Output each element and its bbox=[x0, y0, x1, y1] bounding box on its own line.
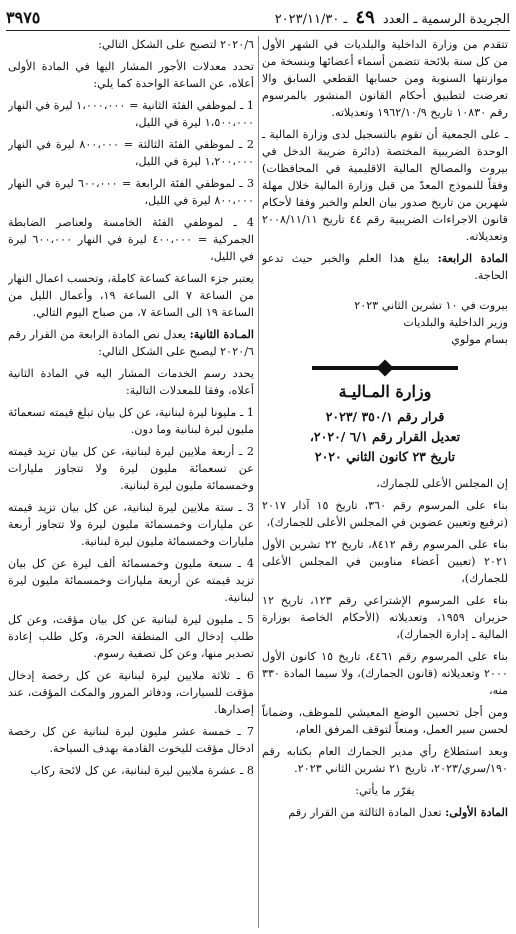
article-2-label: المـادة الثانية: bbox=[189, 327, 254, 341]
column-divider bbox=[258, 36, 259, 928]
fee-item-3: 3 ـ ستة ملايين ليرة لبنانية، عن كل بيان تزيد قيمته عن مليارات وخمسمائة مليون ليرة ولا تتجاوز أربعة مليارات وخمسمائة مليون ليرة لبنانية. bbox=[8, 501, 254, 548]
decision-date: تاريخ ٢٣ كانون الثاني ٢٠٢٠ bbox=[314, 449, 456, 464]
body-paragraph-1: إن المجلس الأعلى للجمارك، bbox=[376, 477, 508, 490]
article-4 bbox=[262, 250, 508, 284]
fee-intro: يحدد رسم الخدمات المشار اليه في المادة الثانية أعلاه، وفقا للمعدلات التالية: bbox=[8, 367, 254, 397]
left-paragraph-2: تحدد معدلات الأجور المشار اليها في المادة الأولى أعلاه، عن الساعة الواحدة كما يلي: bbox=[8, 60, 254, 90]
section-ornament bbox=[262, 362, 508, 374]
rate-item-2: 2 ـ لموظفي الفئة الثالثة = ٨٠٠،٠٠٠ ليرة في النهار ١،٢٠٠،٠٠٠ ليرة في الليل، bbox=[8, 138, 254, 168]
left-column bbox=[8, 36, 254, 928]
article-4-text: يبلغ هذا العلم والخبر حيث تدعو الحاجة. bbox=[262, 252, 508, 282]
sign-place-date: بيروت في ١٠ تشرين الثاني ٢٠٢٣ bbox=[354, 299, 508, 312]
fee-item-8: 8 ـ عشرة ملايين ليرة لبنانية، عن كل لائحة ركاب bbox=[30, 764, 254, 777]
sign-title: وزير الداخلية والبلديات bbox=[403, 316, 508, 329]
body-paragraph-3: بناء على المرسوم رقم ٨٤١٢، تاريخ ٢٢ تشرين الأول ٢٠٢١ (تعيين أعضاء مناوبين في المجلس الأعلى للجمارك)، bbox=[262, 538, 508, 585]
fee-item-1: 1 ـ مليونا ليرة لبنانية، عن كل بيان تبلغ قيمته تسعمائة مليون ليرة لبنانية وما دون. bbox=[8, 406, 254, 436]
body-paragraph-2: بناء على المرسوم رقم ٣٦٠، تاريخ ١٥ آذار ٢٠١٧ (ترفيع وتعيين عضوين في المجلس الأعلى للجمارك)، bbox=[262, 499, 508, 529]
fee-item-6: 6 ـ ثلاثة ملايين ليرة لبنانية عن كل رخصة إدخال مؤقت للسيارات، ودفاتر المرور والمكث المؤقت، عند إصدارها. bbox=[8, 669, 254, 716]
sign-name: بسام مولوي bbox=[451, 333, 508, 346]
rate-item-4: 4 ـ لموظفي الفئة الخامسة ولعناصر الضابطة الجمركية = ٤٠٠،٠٠٠ ليرة في النهار ٦٠٠،٠٠٠ ليرة في الليل، bbox=[8, 216, 254, 263]
body-paragraph-4: بناء على المرسوم الإشتراعي رقم ١٢٣، تاريخ ١٢ حزيران ١٩٥٩، وتعديلاته (الأحكام الخاصة بوزارة المالية ـ إدارة الجمارك)، bbox=[262, 594, 508, 641]
article-1 bbox=[262, 804, 508, 821]
hours-paragraph: يعتبر جزء الساعة كساعة كاملة، وتحسب اعمال النهار من الساعة ٧ الى الساعة ١٩، وأعمال الليل من الساعة ١٩ الى الساعة ٧، من صباح اليوم التالي. bbox=[8, 272, 254, 319]
intro-paragraph-2: ـ على الجمعية أن تقوم بالتسجيل لدى وزارة المالية ـ الوحدة الضريبية المختصة (دائرة ضريبة الدخل في بيروت والمصالح المالية الاقليمية في المحافظات) وفقاً للنموذج المعدّ من قبل وزارة المالية خلال مهلة شهرين من تاريخ صدور بيان العلم والخبر وفقا لأحكام قانون الاجراءات الضريبية رقم ٤٤ تاريخ ٢٠٠٨/١١/١١ وتعديلاته. bbox=[262, 128, 508, 243]
article-2-text: يعدل نص المادة الرابعة من القرار رقم ٢٠٢٠/٦ ليصبح على الشكل التالي: bbox=[8, 328, 254, 358]
article-2 bbox=[8, 326, 254, 360]
article-1-text: تعدل المادة الثالثة من القرار رقم bbox=[288, 806, 446, 819]
rate-item-1: 1 ـ لموظفي الفئة الثانية = ١،٠٠٠،٠٠٠ ليرة في النهار ١،٥٠٠،٠٠٠ ليرة في الليل، bbox=[8, 99, 254, 129]
rate-item-3: 3 ـ لموظفي الفئة الرابعة = ٦٠٠،٠٠٠ ليرة في النهار ٨٠٠،٠٠٠ ليرة في الليل، bbox=[8, 177, 254, 207]
article-1-label: المادة الأولى: bbox=[445, 805, 508, 819]
page-columns bbox=[8, 36, 508, 928]
gazette-name: الجريدة الرسمية ـ العدد bbox=[382, 11, 510, 27]
fee-item-2: 2 ـ أربعة ملايين ليرة لبنانية، عن كل بيان تزيد قيمته عن تسعمائة مليون ليرة ولا تتجاوز مليارات وخمسمائة مليون ليرة لبنانية. bbox=[8, 445, 254, 492]
issue-number: ٤٩ bbox=[355, 6, 375, 28]
fee-item-7: 7 ـ خمسة عشر مليون ليرة لبنانية عن كل رخصة ادخال مؤقت لليخوت القادمة بهدف السياحة. bbox=[8, 725, 254, 755]
decision-subject: تعديل القرار رقم ٦/١ /٢٠٢٠، bbox=[309, 429, 461, 444]
fee-item-4: 4 ـ سبعة مليون وخمسمائة ألف ليرة عن كل بيان تزيد قيمته عن أربعة مليارات وخمسمائة مليون ليرة لبنانية. bbox=[8, 557, 254, 604]
intro-paragraph-1: تتقدم من وزارة الداخلية والبلديات في الشهر الأول من كل سنة بلائحة تتضمن أسماء أعضائها وبنسخة من موازنتها السنوية ومن حسابها القطعي السابق والا تعرضت لتطبيق أحكام القانون المنشور بالمرسوم رقم ١٠٨٣٠ تاريخ ١٩٦٢/١٠/٩ وتعديلاته. bbox=[262, 38, 508, 119]
body-paragraph-5: بناء على المرسوم رقم ٤٤٦١، تاريخ ١٥ كانون الأول ٢٠٠٠ وتعديلاته (قانون الجمارك)، ولا سيما المادة ٣٣٠ منه، bbox=[262, 650, 508, 697]
body-paragraph-6: ومن أجل تحسين الوضع المعيشي للموظف، وضماناً لحسن سير العمل، ومنعاً لتوقف المرفق العام، bbox=[262, 706, 508, 736]
article-4-label: المادة الرابعة: bbox=[437, 251, 508, 265]
page-number: ٣٩٧٥ bbox=[6, 7, 41, 27]
gazette-title bbox=[275, 7, 510, 28]
page-header bbox=[6, 4, 510, 31]
body-paragraph-7: وبعد استطلاع رأي مدير الجمارك العام بكتابه رقم ١٩٠/سري/٢٠٢٣، تاريخ ٢١ تشرين الثاني ٢٠٢٣. bbox=[262, 745, 508, 775]
decision-number: قرار رقم ٣٥٠/١ /٢٠٢٣ bbox=[325, 409, 445, 424]
ministry-title: وزارة المـاليـة bbox=[338, 382, 432, 401]
decides-line: يقرّر ما يأتي: bbox=[355, 784, 415, 797]
right-column bbox=[262, 36, 508, 928]
left-paragraph-1: ٢٠٢٠/٦ لتصبح على الشكل التالي: bbox=[98, 38, 254, 51]
fee-item-5: 5 ـ مليون ليرة لبنانية عن كل بيان مؤقت، وعن كل طلب إدخال الى المنطقة الحرة، وكل طلب إعادة تصدير منها، وعن كل تصفية رسوم. bbox=[8, 613, 254, 660]
issue-date: ـ ٢٠٢٣/١١/٣٠ bbox=[274, 11, 348, 27]
